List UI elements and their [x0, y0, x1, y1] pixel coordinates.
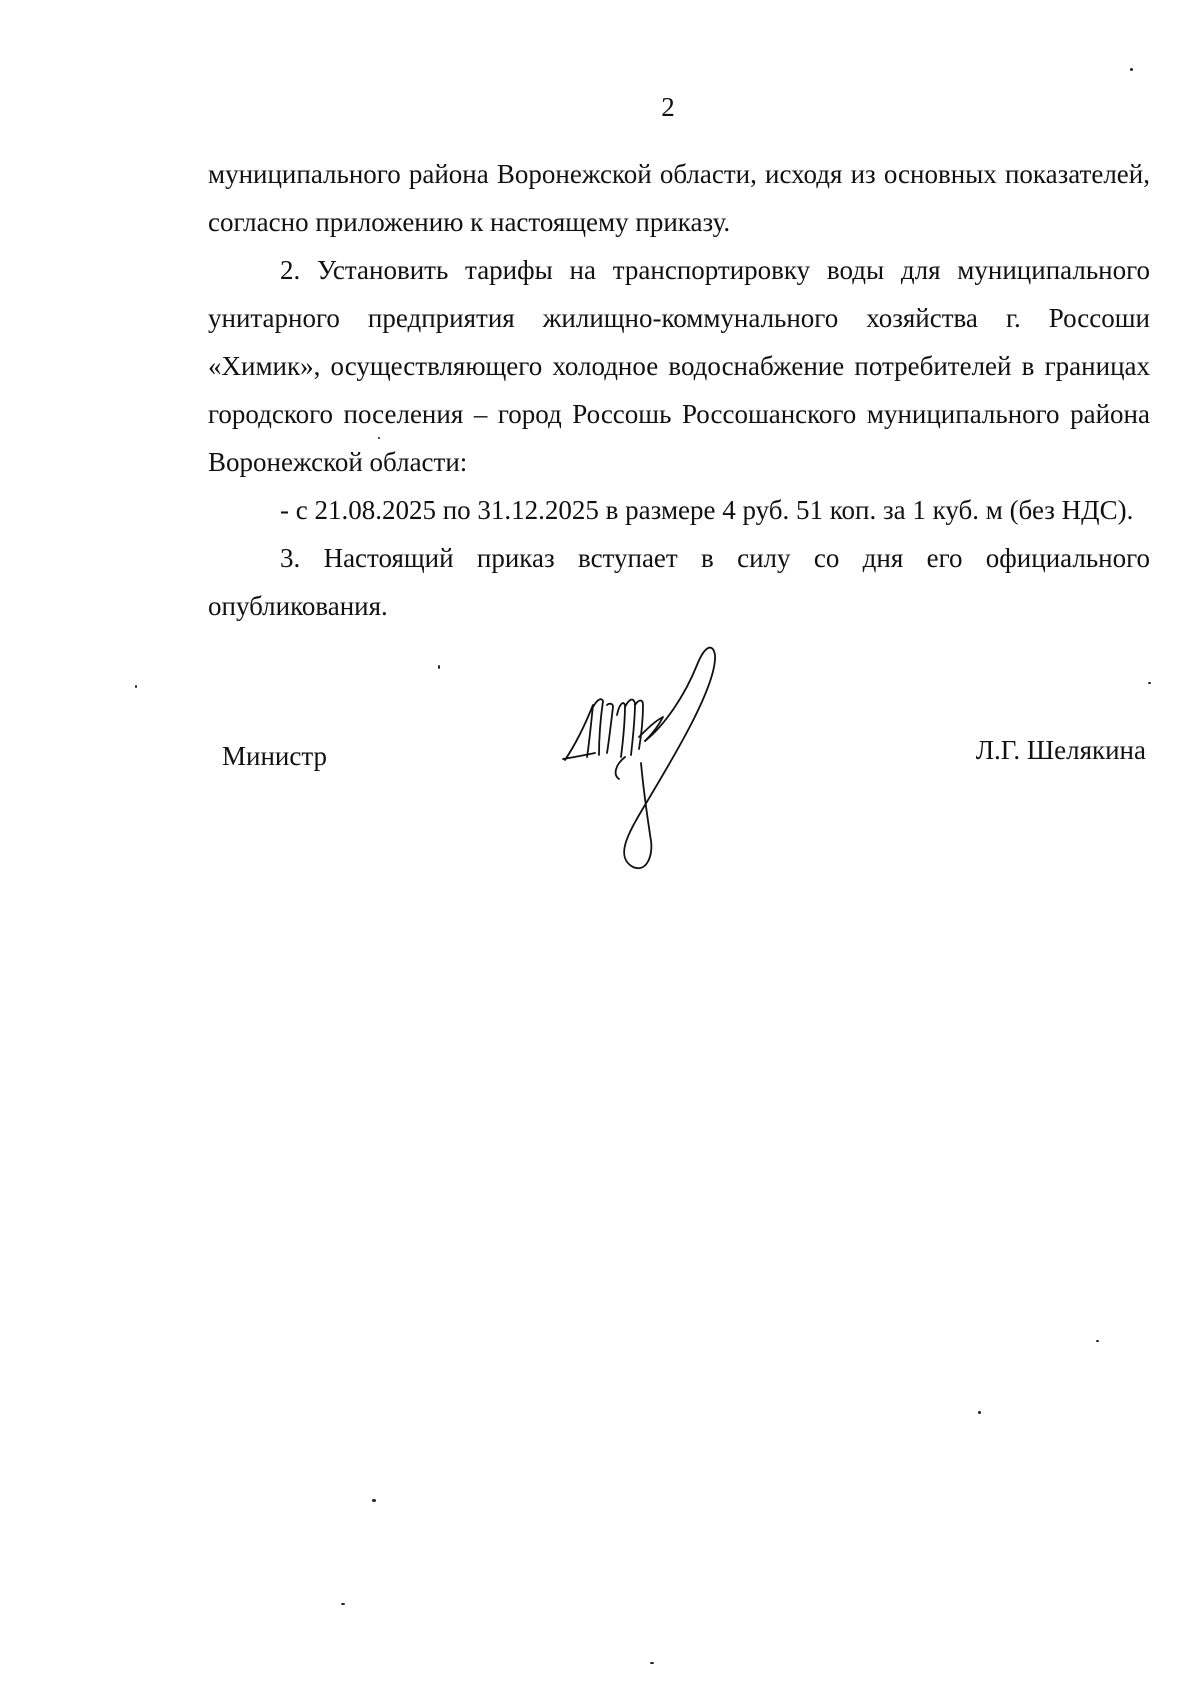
paragraph-3: 3. Настоящий приказ вступает в силу со дня его официального опубликования. [208, 543, 1150, 621]
scan-speck [1148, 682, 1151, 684]
tariff-item: - с 21.08.2025 по 31.12.2025 в размере 4 руб. 51 коп. за 1 куб. м (без НДС). [280, 495, 1134, 525]
scan-speck [1096, 1340, 1099, 1342]
scan-speck [341, 1603, 345, 1605]
scan-speck [650, 1662, 654, 1664]
scan-speck [372, 1499, 376, 1502]
handwritten-signature [555, 645, 755, 870]
scan-speck [1130, 68, 1133, 71]
document-body [208, 150, 1150, 630]
scan-speck [135, 685, 137, 688]
paragraph-continuation: муниципального района Воронежской области, исходя из основных показателей, согласно приложению к настоящему приказу. [208, 159, 1150, 237]
scan-speck [978, 1411, 981, 1414]
signer-position: Министр [222, 741, 327, 771]
signer-name: Л.Г. Шелякина [975, 735, 1146, 765]
scan-speck [378, 437, 380, 439]
scan-speck [438, 665, 440, 669]
page-number: 2 [661, 92, 675, 122]
paragraph-2: 2. Установить тарифы на транспортировку воды для муниципального унитарного предприятия жилищно-коммунального хозяйства г. Россоши «Химик», осуществляющего холодное водоснабжение потребителей в границах городского поселения – город Россошь Россошанского муниципального района Воронежской области: [208, 255, 1150, 477]
